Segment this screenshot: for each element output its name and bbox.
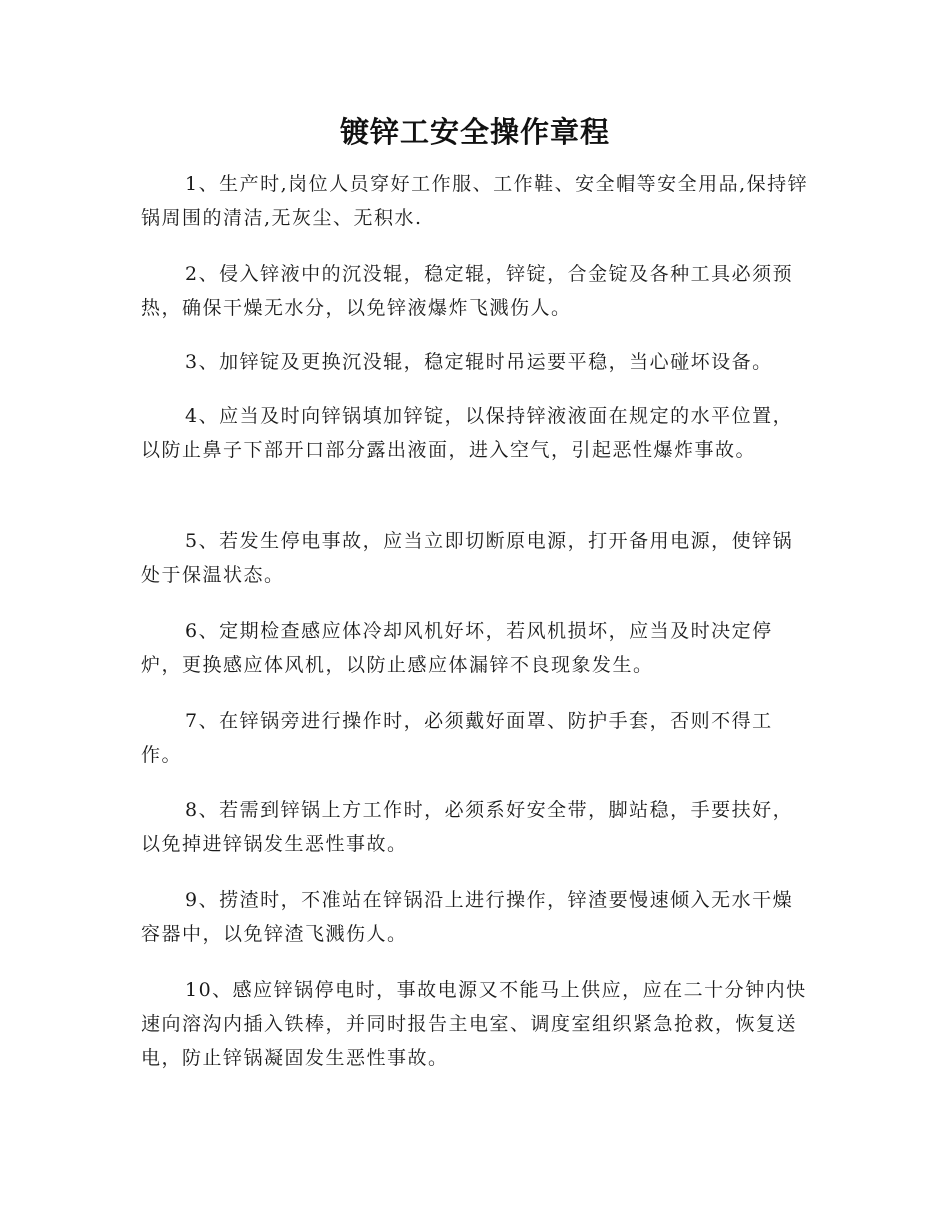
paragraph-5: 5、若发生停电事故，应当立即切断原电源，打开备用电源，使锌锅处于保温状态。	[141, 530, 794, 586]
paragraph-6: 6、定期检查感应体冷却风机好坏，若风机损坏，应当及时决定停炉，更换感应体风机，以防止感应体漏锌不良现象发生。	[141, 620, 773, 676]
paragraph-3: 3、加锌锭及更换沉没辊，稳定辊时吊运要平稳，当心碰坏设备。	[185, 351, 773, 373]
paragraph-7: 7、在锌锅旁进行操作时，必须戴好面罩、防护手套，否则不得工作。	[141, 710, 773, 766]
paragraph-8: 8、若需到锌锅上方工作时，必须系好安全带，脚站稳，手要扶好，以免掉进锌锅发生恶性事故。	[141, 799, 794, 855]
paragraph-1: 1、生产时,岗位人员穿好工作服、工作鞋、安全帽等安全用品,保持锌锅周围的清洁,无灰尘、无积水.	[141, 173, 809, 229]
paragraph-4: 4、应当及时向锌锅填加锌锭，以保持锌液液面在规定的水平位置，以防止鼻子下部开口部分露出液面，进入空气，引起恶性爆炸事故。	[141, 405, 794, 461]
document-title: 镀锌工安全操作章程	[339, 115, 610, 149]
paragraph-10: 10、感应锌锅停电时，事故电源又不能马上供应，应在二十分钟内快速向溶沟内插入铁棒，并同时报告主电室、调度室组织紧急抢救，恢复送电，防止锌锅凝固发生恶性事故。	[141, 979, 807, 1069]
paragraph-9: 9、捞渣时，不准站在锌锅沿上进行操作，锌渣要慢速倾入无水干燥容器中，以免锌渣飞溅伤人。	[141, 889, 794, 945]
paragraph-2: 2、侵入锌液中的沉没辊，稳定辊，锌锭，合金锭及各种工具必须预热，确保干燥无水分，以免锌液爆炸飞溅伤人。	[141, 263, 794, 319]
